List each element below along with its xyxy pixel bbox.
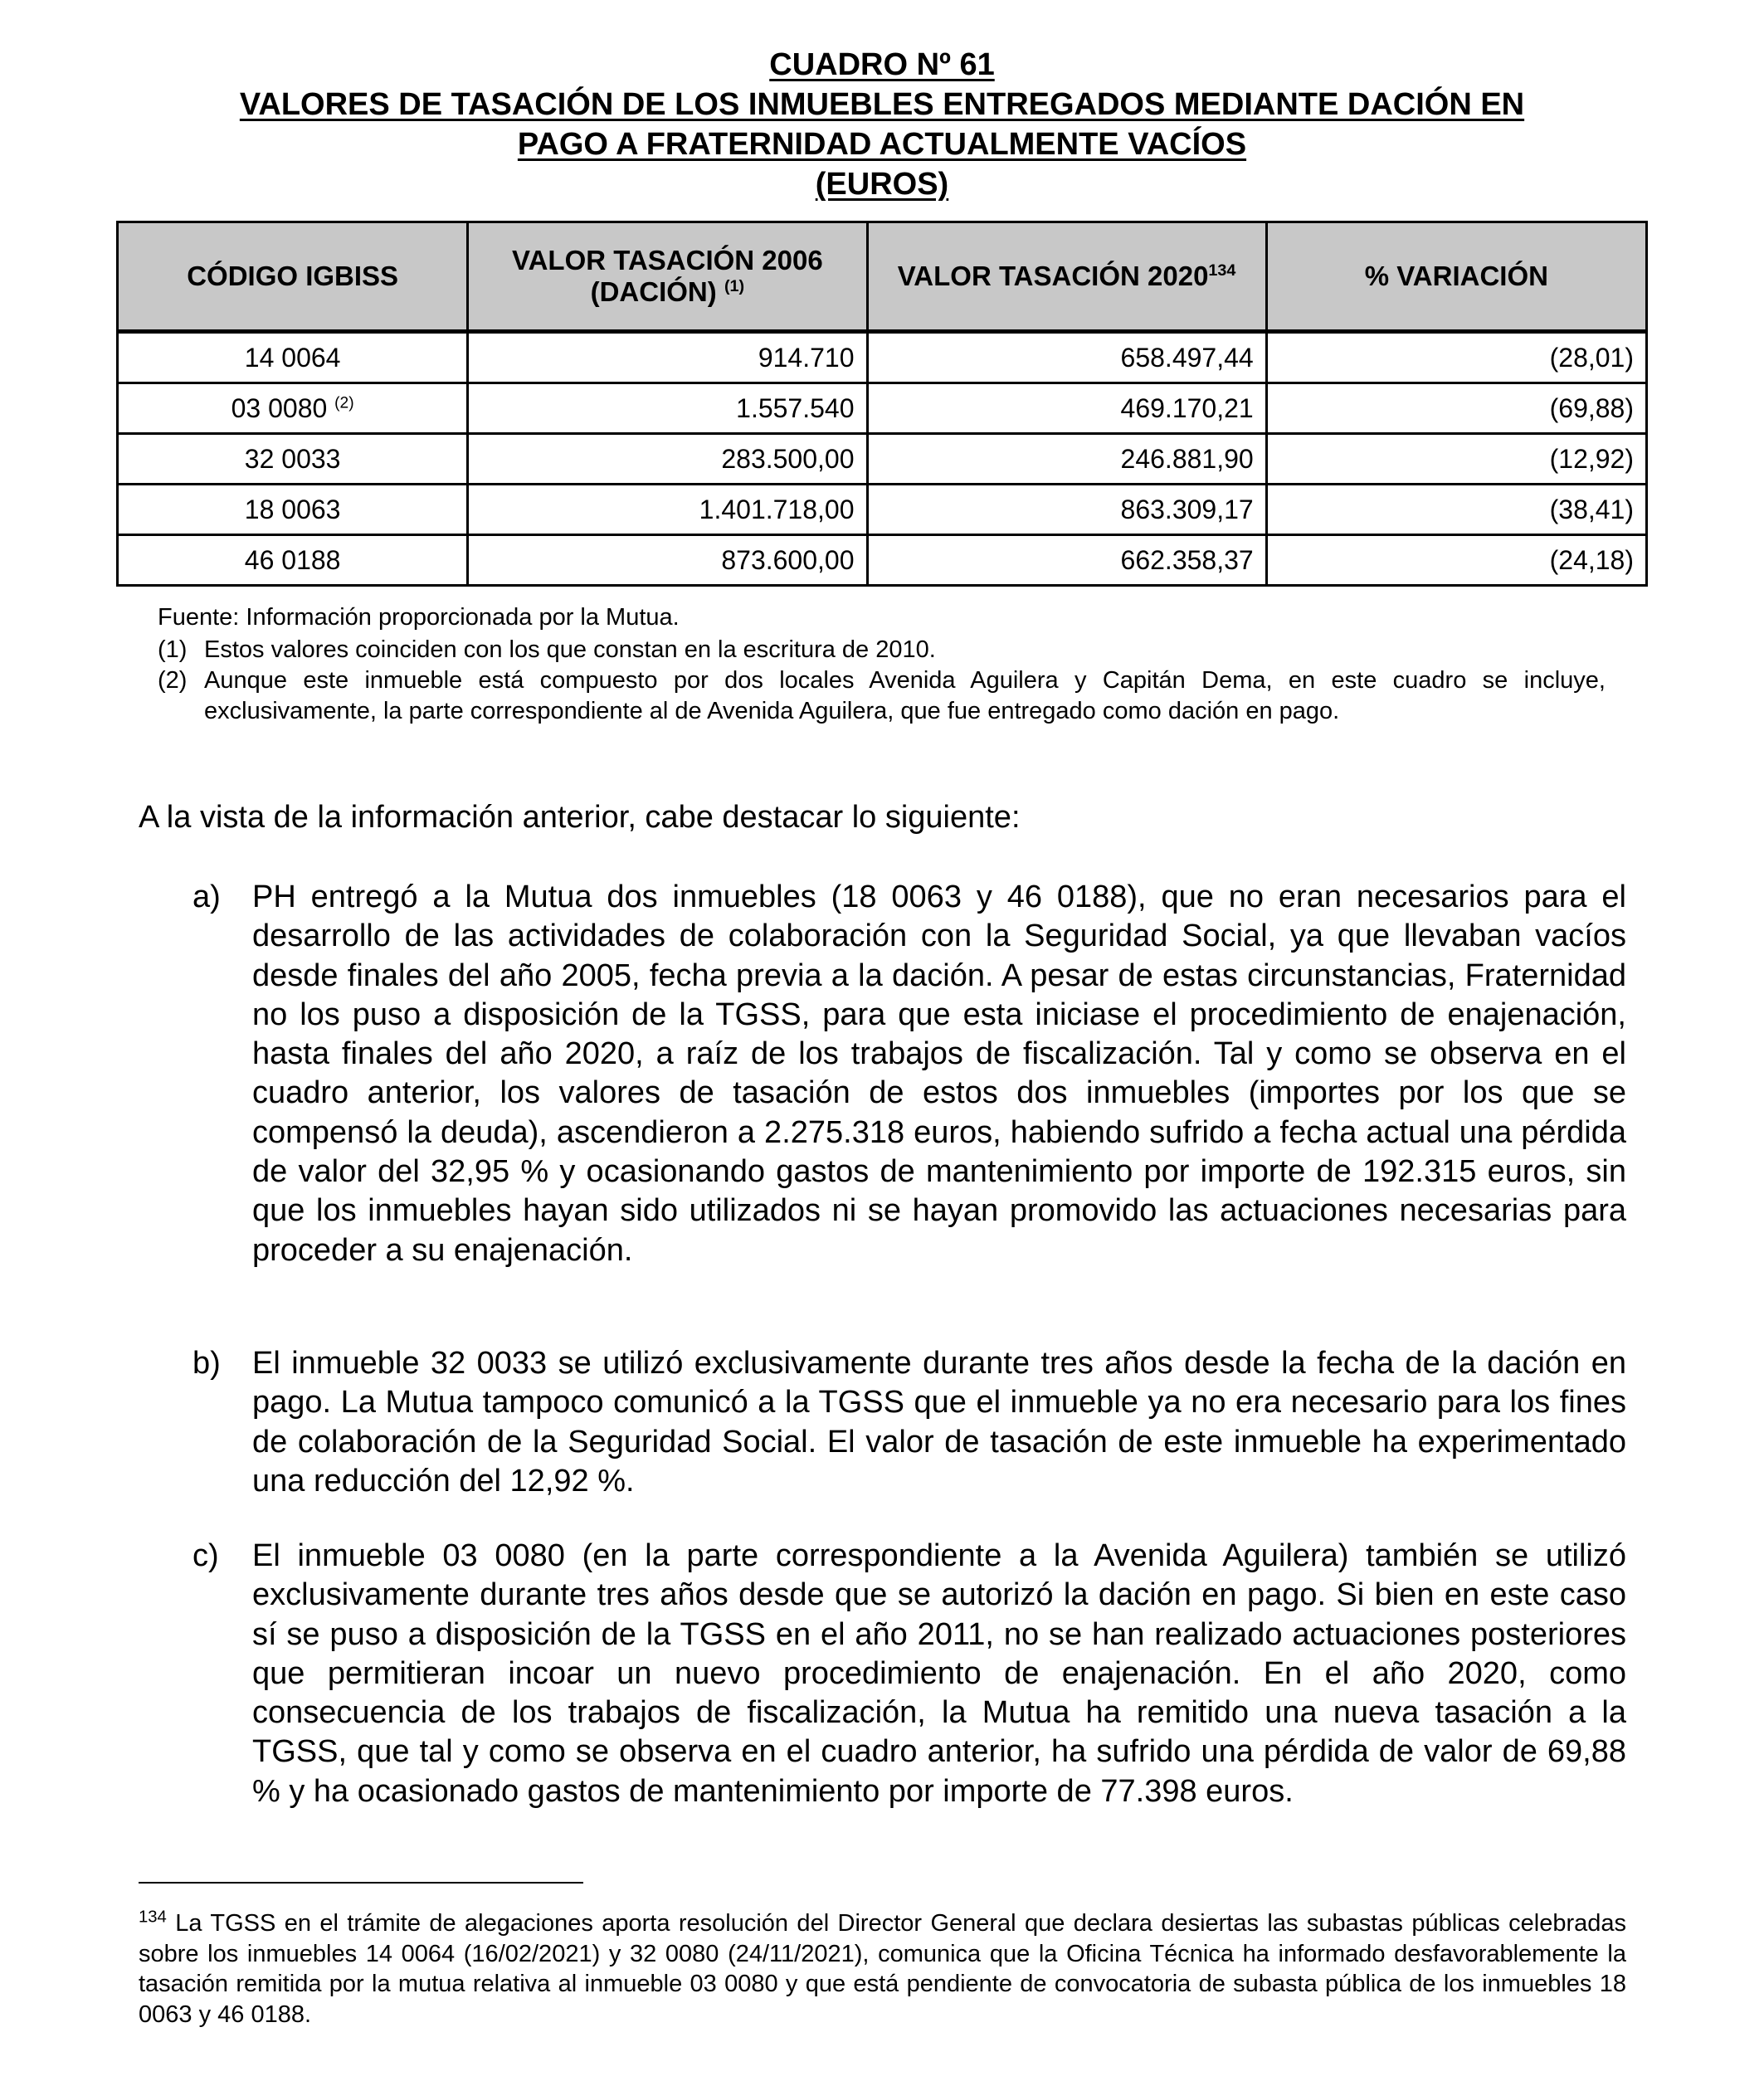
cell-code <box>118 535 468 586</box>
footnote-separator <box>139 1882 583 1884</box>
cell-valor-2020: 469.170,21 <box>867 383 1266 434</box>
table-row <box>118 434 1647 485</box>
header-valor-2020-label: VALOR TASACIÓN 2020 <box>897 261 1209 291</box>
header-valor-2020 <box>867 222 1266 332</box>
finding-b-label: b) <box>192 1346 221 1381</box>
header-valor-2006-note: (1) <box>724 277 745 295</box>
note-1 <box>158 635 1606 665</box>
code-text: 46 0188 <box>244 544 341 575</box>
finding-c-text: El inmueble 03 0080 (en la parte correspondiente a la Avenida Aguilera) también se utilizó exclusivamente durante tres años desde que se autorizó la dación en pago. Si bien en este caso sí se puso a disposición de la TGSS en el año 2011, no se han realizado actuaciones posteriores que permitieran incoar un nuevo procedimiento de enajenación. En el año 2020, como consecuencia de los trabajos de fiscalización, la Mutua ha remitido una nueva tasación a la TGSS, que tal y como se observa en el cuadro anterior, ha sufrido una pérdida de valor de 69,88 % y ha ocasionado gastos de mantenimiento por importe de 77.398 euros. <box>252 1538 1626 1809</box>
note-1-text: Estos valores coinciden con los que constan en la escritura de 2010. <box>204 636 936 663</box>
cell-valor-2006: 914.710 <box>468 332 867 383</box>
footnote-134 <box>139 1908 1626 2030</box>
cell-code <box>118 332 468 383</box>
finding-c <box>192 1537 1626 1811</box>
header-codigo-label: CÓDIGO IGBISS <box>187 261 399 291</box>
title-line-4: (EUROS) <box>815 167 949 202</box>
header-valor-2020-note: 134 <box>1208 261 1236 280</box>
code-text: 32 0033 <box>244 443 341 474</box>
cell-variacion: (69,88) <box>1266 383 1646 434</box>
header-valor-2006-line1: VALOR TASACIÓN 2006 <box>512 245 823 275</box>
table-body <box>118 332 1647 586</box>
code-note: (2) <box>334 393 354 412</box>
cell-variacion: (24,18) <box>1266 535 1646 586</box>
footnote-number: 134 <box>139 1908 167 1927</box>
note-1-label: (1) <box>158 636 188 663</box>
source-note: Fuente: Información proporcionada por la Mutua. <box>158 604 680 631</box>
finding-a-label: a) <box>192 880 221 914</box>
cell-valor-2006: 283.500,00 <box>468 434 867 485</box>
finding-c-label: c) <box>192 1538 219 1573</box>
title-line-2: VALORES DE TASACIÓN DE LOS INMUEBLES ENTREGADOS MEDIANTE DACIÓN EN <box>239 87 1525 122</box>
title-line-1: CUADRO Nº 61 <box>769 47 995 82</box>
note-2 <box>158 665 1606 727</box>
footnote-text: La TGSS en el trámite de alegaciones aporta resolución del Director General que declara desiertas las subastas públicas celebradas sobre los inmuebles 14 0064 (16/02/2021) y 32 0080 (24/11/2021), comunica que la Oficina Técnica ha informado desfavorablemente la tasación remitida por la mutua relativa al inmueble 03 0080 y que está pendiente de convocatoria de subasta pública de los inmuebles 18 0063 y 46 0188. <box>139 1910 1626 2028</box>
table-row <box>118 535 1647 586</box>
finding-a <box>192 878 1626 1270</box>
header-codigo <box>118 222 468 332</box>
finding-a-text: PH entregó a la Mutua dos inmuebles (18 0063 y 46 0188), que no eran necesarios para el desarrollo de las actividades de colaboración con la Seguridad Social, ya que llevaban vacíos desde finales del año 2005, fecha previa a la dación. A pesar de estas circunstancias, Fraternidad no los puso a disposición de la TGSS, para que esta iniciase el procedimiento de enajenación, hasta finales del año 2020, a raíz de los trabajos de fiscalización. Tal y como se observa en el cuadro anterior, los valores de tasación de estos dos inmuebles (importes por los que se compensó la deuda), ascendieron a 2.275.318 euros, habiendo sufrido a fecha actual una pérdida de valor del 32,95 % y ocasionando gastos de mantenimiento por importe de 192.315 euros, sin que los inmuebles hayan sido utilizados ni se hayan promovido las actuaciones necesarias para proceder a su enajenación. <box>252 880 1626 1268</box>
cell-valor-2006: 873.600,00 <box>468 535 867 586</box>
header-valor-2006-line2: (DACIÓN) <box>590 276 717 307</box>
cell-variacion: (38,41) <box>1266 485 1646 535</box>
valuation-table <box>116 221 1648 587</box>
table-header-row <box>118 222 1647 332</box>
cell-valor-2020: 662.358,37 <box>867 535 1266 586</box>
code-text: 03 0080 <box>231 392 328 423</box>
code-text: 18 0063 <box>244 494 341 524</box>
header-variacion-label: % VARIACIÓN <box>1364 261 1548 291</box>
cell-variacion: (12,92) <box>1266 434 1646 485</box>
cell-valor-2020: 658.497,44 <box>867 332 1266 383</box>
finding-b <box>192 1344 1626 1501</box>
code-text: 14 0064 <box>244 342 341 373</box>
cell-code <box>118 434 468 485</box>
table-title <box>0 45 1764 204</box>
table-row <box>118 332 1647 383</box>
header-variacion <box>1266 222 1646 332</box>
note-2-label: (2) <box>158 667 188 694</box>
cell-code <box>118 485 468 535</box>
finding-b-text: El inmueble 32 0033 se utilizó exclusivamente durante tres años desde la fecha de la dación en pago. La Mutua tampoco comunicó a la TGSS que el inmueble ya no era necesario para los fines de colaboración de la Seguridad Social. El valor de tasación de este inmueble ha experimentado una reducción del 12,92 %. <box>252 1346 1626 1499</box>
cell-valor-2006: 1.557.540 <box>468 383 867 434</box>
cell-valor-2020: 863.309,17 <box>867 485 1266 535</box>
table-row <box>118 485 1647 535</box>
cell-code <box>118 383 468 434</box>
cell-variacion: (28,01) <box>1266 332 1646 383</box>
intro-paragraph: A la vista de la información anterior, cabe destacar lo siguiente: <box>139 800 1021 835</box>
cell-valor-2020: 246.881,90 <box>867 434 1266 485</box>
header-valor-2006 <box>468 222 867 332</box>
cell-valor-2006: 1.401.718,00 <box>468 485 867 535</box>
note-2-text: Aunque este inmueble está compuesto por dos locales Avenida Aguilera y Capitán Dema, en este cuadro se incluye, exclusivamente, la parte correspondiente al de Avenida Aguilera, que fue entregado como dación en pago. <box>204 667 1606 724</box>
table-row <box>118 383 1647 434</box>
table-notes <box>158 602 1606 727</box>
title-line-3: PAGO A FRATERNIDAD ACTUALMENTE VACÍOS <box>517 127 1247 162</box>
